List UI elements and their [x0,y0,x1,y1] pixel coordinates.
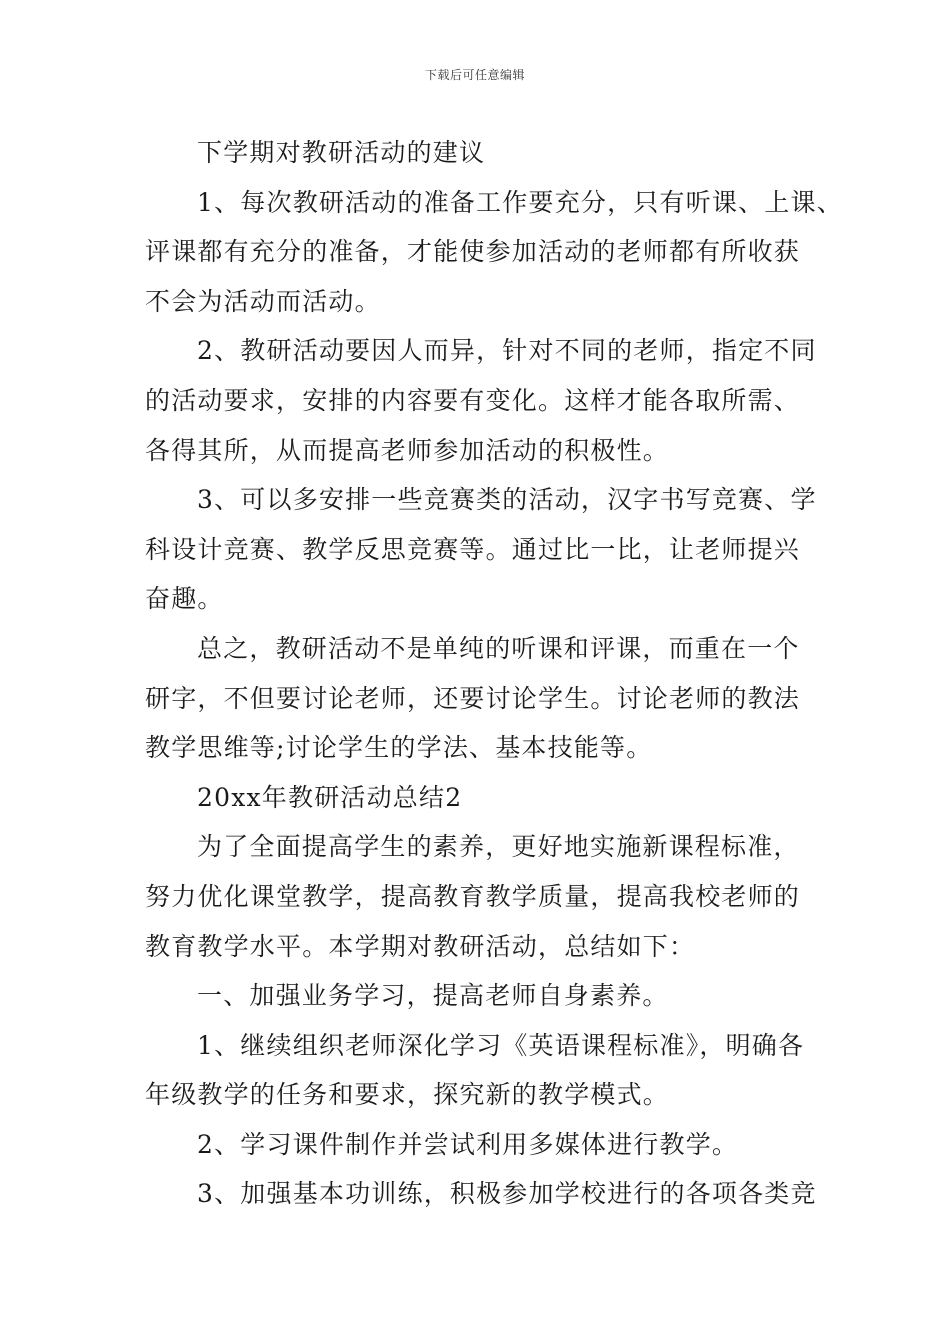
paragraph-line: 奋趣。 [145,584,224,614]
paragraph-line: 努力优化课堂教学，提高教育教学质量，提高我校老师的 [145,881,801,911]
paragraph-line: 研字，不但要讨论老师，还要讨论学生。讨论老师的教法 [145,683,801,713]
paragraph-line: 评课都有充分的准备，才能使参加活动的老师都有所收获 [145,237,801,267]
paragraph-line: 2、教研活动要因人而异，针对不同的老师，指定不同 [197,336,817,366]
paragraph-line: 1、每次教研活动的准备工作要充分，只有听课、上课、 [197,187,843,217]
subsection-heading: 一、加强业务学习，提高老师自身素养。 [197,981,669,1011]
page-header: 下载后可任意编辑 [424,68,525,82]
paragraph-line: 各得其所，从而提高老师参加活动的积极性。 [145,435,670,465]
paragraph-line: 不会为活动而活动。 [145,286,381,316]
paragraph-line: 3、可以多安排一些竞赛类的活动，汉字书写竞赛、学 [197,485,817,515]
document-body [145,128,843,1219]
paragraph-line: 1、继续组织老师深化学习《英语课程标准》，明确各 [197,1030,805,1060]
section-heading: 20xx年教研活动总结2 [197,782,463,812]
paragraph-line: 的活动要求，安排的内容要有变化。这样才能各取所需、 [145,385,801,415]
paragraph-line: 科设计竞赛、教学反思竞赛等。通过比一比，让老师提兴 [145,534,801,564]
paragraph-line: 总之，教研活动不是单纯的听课和评课，而重在一个 [197,633,800,663]
paragraph-line: 年级教学的任务和要求，探究新的教学模式。 [145,1080,670,1110]
paragraph-line: 2、学习课件制作并尝试利用多媒体进行教学。 [197,1129,739,1159]
paragraph-line: 3、加强基本功训练，积极参加学校进行的各项各类竞 [197,1179,817,1209]
section-heading: 下学期对教研活动的建议 [197,138,486,167]
paragraph-line: 为了全面提高学生的素养，更好地实施新课程标准， [197,832,800,862]
paragraph-line: 教育教学水平。本学期对教研活动，总结如下： [145,931,696,961]
paragraph-line: 教学思维等;讨论学生的学法、基本技能等。 [145,733,653,763]
